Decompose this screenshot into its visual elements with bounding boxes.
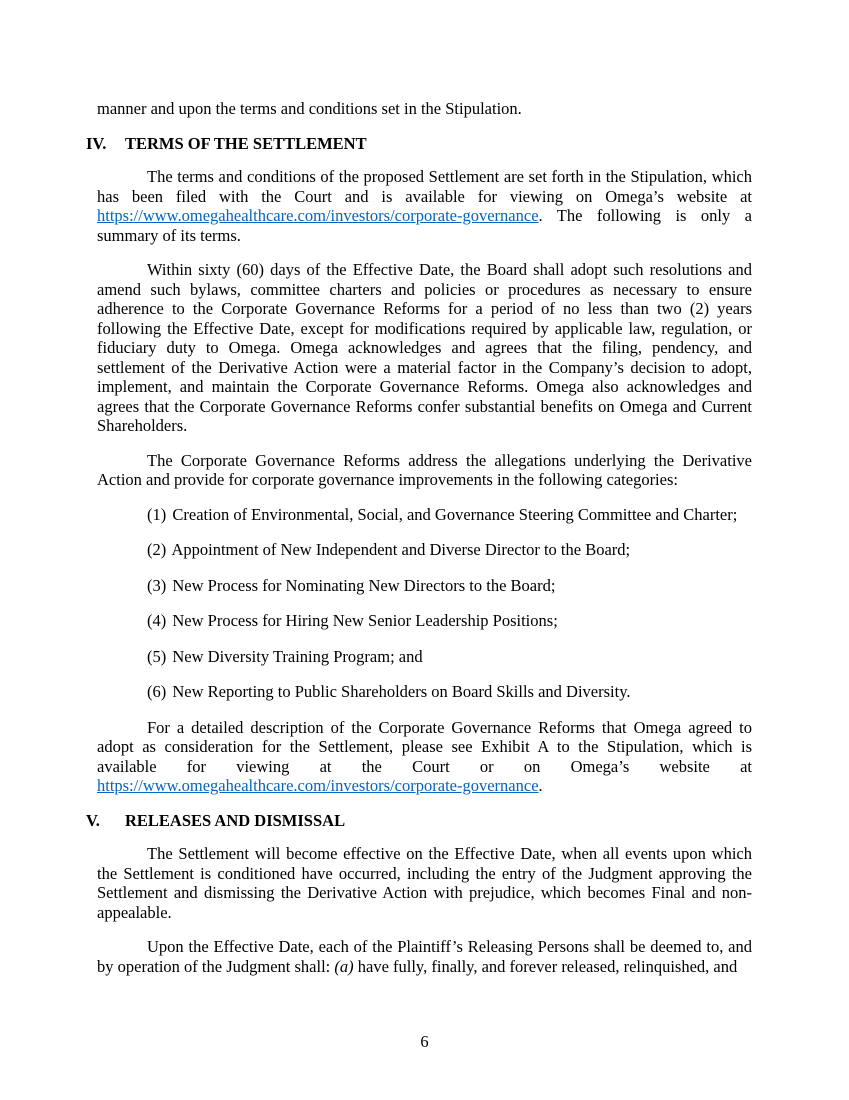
section-v-number: V. xyxy=(86,810,100,830)
list-marker: (1) xyxy=(147,504,167,524)
paragraph-text: . xyxy=(538,776,543,795)
list-marker: (4) xyxy=(147,611,167,630)
list-marker: (6) xyxy=(147,682,167,701)
italic-marker-a: (a) xyxy=(334,956,354,976)
page-number: 6 xyxy=(420,1032,429,1051)
section-heading-iv xyxy=(86,134,752,154)
exhibit-a-paragraph xyxy=(97,718,752,796)
list-text: New Process for Nominating New Directors to the Board; xyxy=(172,575,556,595)
reform-list-item-4 xyxy=(97,611,752,631)
reform-list-item-2 xyxy=(97,540,752,560)
reform-list-item-1 xyxy=(97,505,752,525)
list-marker: (3) xyxy=(147,575,167,595)
list-text: New Diversity Training Program; and xyxy=(172,646,423,666)
paragraph-text: For a detailed description of the Corporate Governance Reforms that Omega agreed to adopt as consideration for the Settlement, please see Exhibit A to the Stipulation, which is available for viewing at the Court or on Omega’s website at xyxy=(97,717,752,776)
governance-reforms-paragraph: Within sixty (60) days of the Effective Date, the Board shall adopt such resolutions and amend such bylaws, committee charters and policies or procedures as necessary to ensure adherence to the Corporate Governance Reforms for a period of no less than two (2) years following the Effective Date, except for modifications required by applicable law, regulation, or fiduciary duty to Omega. Omega acknowledges and agrees that the filing, pendency, and settlement of the Derivative Action were a material factor in the Company’s decision to adopt, implement, and maintain the Corporate Governance Reforms. Omega also acknowledges and agrees that the Corporate Governance Reforms confer substantial benefits on Omega and Current Shareholders. xyxy=(97,260,752,435)
paragraph-text: . The following is only a summary of its terms. xyxy=(97,206,752,245)
list-text: New Process for Hiring New Senior Leadership Positions; xyxy=(172,611,558,630)
paragraph-text: have fully, finally, and forever released, relinquished, and xyxy=(353,956,738,976)
list-text: Appointment of New Independent and Diverse Director to the Board; xyxy=(171,540,631,559)
section-iv-number: IV. xyxy=(86,133,107,153)
section-heading-v xyxy=(86,811,752,831)
page-footer xyxy=(0,1032,849,1052)
releases-paragraph xyxy=(97,937,752,976)
paragraph-text: Upon the Effective Date, each of the Plaintiff’s Releasing Persons shall be deemed to, and by operation of the Judgment shall: xyxy=(97,937,752,976)
governance-url-link-2[interactable]: https://www.omegahealthcare.com/investors/corporate-governance xyxy=(97,776,539,795)
list-text: Creation of Environmental, Social, and Governance Steering Committee and Charter; xyxy=(172,504,738,524)
reform-categories-paragraph: The Corporate Governance Reforms address the allegations underlying the Derivative Action and provide for corporate governance improvements in the following categories: xyxy=(97,450,752,489)
reform-list-item-6 xyxy=(97,682,752,702)
list-marker: (2) xyxy=(147,540,167,559)
section-iv-title: TERMS OF THE SETTLEMENT xyxy=(125,133,367,153)
paragraph-text: The terms and conditions of the proposed Settlement are set forth in the Stipulation, which has been filed with the Court and is available for viewing on Omega’s website at xyxy=(97,167,752,206)
list-marker: (5) xyxy=(147,646,167,666)
list-text: New Reporting to Public Shareholders on Board Skills and Diversity. xyxy=(172,682,631,701)
section-v-title: RELEASES AND DISMISSAL xyxy=(125,810,346,830)
reform-list-item-3 xyxy=(97,576,752,596)
reform-list-item-5 xyxy=(97,647,752,667)
effective-date-paragraph: The Settlement will become effective on the Effective Date, when all events upon which the Settlement is conditioned have occurred, including the entry of the Judgment approving the Settlement and dismissing the Derivative Action with prejudice, which becomes Final and non-appealable. xyxy=(97,844,752,922)
terms-summary-paragraph xyxy=(97,167,752,245)
governance-url-link-1[interactable]: https://www.omegahealthcare.com/investors/corporate-governance xyxy=(97,206,539,225)
page-content xyxy=(86,99,752,991)
continuation-paragraph: manner and upon the terms and conditions set in the Stipulation. xyxy=(97,99,522,118)
